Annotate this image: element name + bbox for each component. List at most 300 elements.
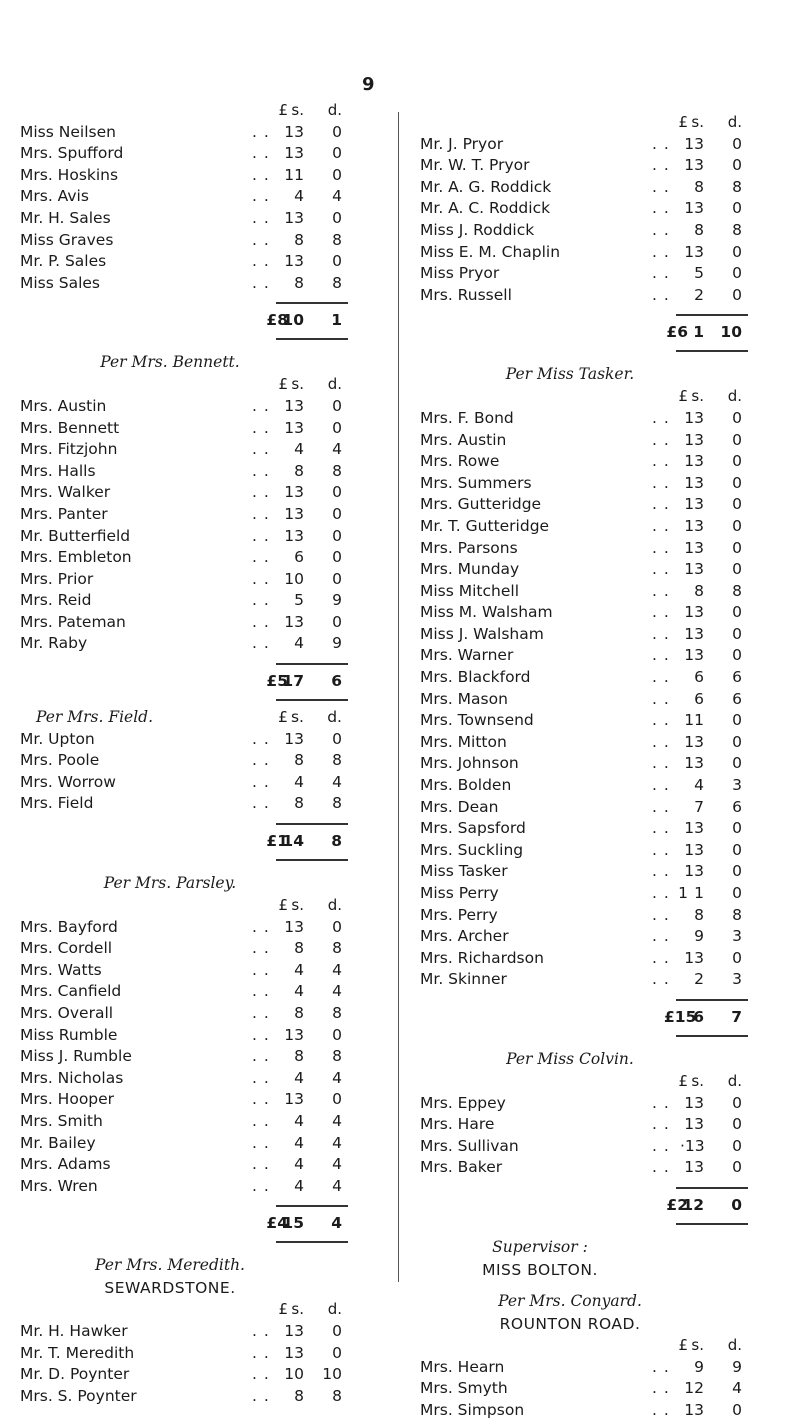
currency-header — [20, 100, 380, 122]
amount-pence: 8 — [332, 230, 342, 249]
amount-shillings: 4 — [294, 1133, 304, 1152]
subscriber-name: Mr. H. Hawker — [20, 1321, 128, 1340]
subscriber-list — [420, 408, 780, 991]
amount-pence: 0 — [732, 646, 742, 665]
subscriber-name: Miss Pryor — [420, 264, 500, 283]
subscriber-row — [420, 198, 780, 220]
leader-dots: . . — [252, 504, 270, 523]
subscriber-row — [20, 1154, 380, 1176]
subscriber-name: Mrs. Sapsford — [420, 819, 526, 838]
total-pounds: £1 — [266, 832, 288, 851]
amount-shillings: 6 — [294, 548, 304, 567]
amount-pence: 10 — [322, 1365, 342, 1384]
shillings-header: s. — [291, 375, 304, 394]
section-title — [420, 362, 720, 386]
total-shillings: 12 — [682, 1195, 704, 1214]
subscriber-name: Mr. D. Poynter — [20, 1365, 130, 1384]
amount-shillings: 10 — [284, 569, 304, 588]
subscriber-name: Mrs. Walker — [20, 483, 111, 502]
subscriber-name: Miss J. Roddick — [420, 220, 535, 239]
amount-pence: 0 — [332, 1090, 342, 1109]
amount-shillings: 13 — [284, 1343, 304, 1362]
amount-shillings: 8 — [294, 230, 304, 249]
leader-dots: . . — [652, 1357, 670, 1376]
amount-pence: 0 — [732, 199, 742, 218]
amount-pence: 0 — [332, 548, 342, 567]
subscriber-row — [20, 633, 380, 655]
subscriber-row — [20, 396, 380, 418]
subscriber-name: Mrs. Embleton — [20, 548, 132, 567]
shillings-header: s. — [290, 708, 304, 727]
amount-pence: 4 — [332, 1133, 342, 1152]
subscriber-row — [20, 917, 380, 939]
amount-pence: 4 — [332, 1155, 342, 1174]
amount-pence: 0 — [332, 1025, 342, 1044]
subscriber-name: Mrs. Worrow — [20, 772, 116, 791]
supervisor-name: MISS BOLTON. — [482, 1260, 598, 1279]
amount-pence: 0 — [332, 1321, 342, 1340]
subscriber-name: Mrs. Spufford — [20, 144, 124, 163]
subscriber-name: Mrs. Field — [20, 794, 94, 813]
pence-header: d. — [327, 375, 342, 394]
pounds-header: £ — [678, 387, 688, 406]
subscriber-name: Mr. T. Gutteridge — [420, 516, 550, 535]
subscriber-name: Mrs. S. Poynter — [20, 1386, 137, 1405]
subscriber-name: Mrs. Cordell — [20, 939, 113, 958]
leader-dots: . . — [252, 1111, 270, 1130]
amount-pence: 0 — [732, 884, 742, 902]
subscriber-row — [420, 689, 780, 711]
amount-pence: 8 — [332, 1004, 342, 1022]
subscriber-list — [420, 1093, 780, 1179]
subscriber-name: Mrs. Austin — [420, 430, 507, 449]
leader-dots: . . — [252, 548, 270, 567]
subscriber-row — [420, 134, 780, 156]
leader-dots: . . — [652, 797, 670, 816]
amount-pence: 0 — [732, 495, 742, 514]
subscriber-name: Mrs. Dean — [420, 797, 499, 816]
section-title-text: Per Miss Tasker. — [505, 365, 635, 384]
amount-shillings: 8 — [294, 273, 304, 292]
shillings-header: s. — [691, 1071, 704, 1090]
section-title — [420, 1289, 720, 1313]
amount-shillings: 4 — [294, 187, 304, 206]
leader-dots: . . — [252, 122, 270, 141]
total-rule — [420, 314, 780, 316]
amount-shillings: 13 — [684, 603, 704, 622]
amount-shillings: 13 — [684, 495, 704, 514]
currency-header — [20, 374, 380, 396]
amount-shillings: 4 — [294, 1155, 304, 1174]
subscriber-row — [20, 1133, 380, 1155]
amount-pence: 0 — [732, 473, 742, 492]
amount-shillings: 13 — [684, 134, 704, 153]
amount-shillings: 8 — [694, 581, 704, 600]
amount-pence: 0 — [732, 1115, 742, 1134]
subscriber-row — [20, 418, 380, 440]
leader-dots: . . — [652, 538, 670, 557]
amount-shillings: 13 — [284, 144, 304, 163]
subscriber-name: Mrs. Nicholas — [20, 1068, 124, 1087]
subscriber-name: Mrs. Eppey — [420, 1093, 506, 1112]
pence-header: d. — [727, 387, 742, 406]
amount-pence: 8 — [732, 905, 742, 924]
leader-dots: . . — [252, 252, 270, 271]
leader-dots: . . — [652, 711, 670, 730]
subscriber-name: Miss Neilsen — [20, 122, 116, 141]
amount-pence: 8 — [732, 177, 742, 196]
subscriber-name: Mrs. F. Bond — [420, 408, 514, 427]
leader-dots: . . — [652, 884, 670, 902]
subscriber-row — [20, 981, 380, 1003]
amount-shillings: 2 — [694, 285, 704, 304]
section-title-row — [20, 707, 380, 729]
amount-shillings: 4 — [294, 1111, 304, 1130]
leader-dots: . . — [252, 144, 270, 163]
leader-dots: . . — [652, 819, 670, 838]
subscriber-row — [420, 602, 780, 624]
amount-shillings: ·13 — [680, 1136, 705, 1155]
total-underline — [20, 853, 380, 863]
total-pence: 4 — [331, 1214, 342, 1233]
amount-shillings: 13 — [284, 396, 304, 415]
amount-shillings: 13 — [684, 624, 704, 643]
amount-shillings: 4 — [294, 772, 304, 791]
amount-pence: 0 — [332, 122, 342, 141]
amount-shillings: 13 — [684, 1400, 704, 1419]
leader-dots: . . — [252, 440, 270, 459]
subscriber-row — [20, 482, 380, 504]
subscriber-row — [420, 559, 780, 581]
pounds-header: £ — [678, 1071, 688, 1090]
leader-dots: . . — [652, 1400, 670, 1419]
amount-pence: 0 — [332, 396, 342, 415]
amount-shillings: 8 — [694, 905, 704, 924]
amount-pence: 0 — [332, 729, 342, 748]
amount-pence: 0 — [732, 264, 742, 283]
amount-shillings: 8 — [294, 1004, 304, 1022]
amount-shillings: 13 — [684, 1115, 704, 1134]
amount-pence: 0 — [732, 285, 742, 304]
amount-pence: 0 — [332, 208, 342, 227]
subscriber-row — [420, 753, 780, 775]
subscriber-name: Mrs. Hoskins — [20, 165, 119, 184]
subscriber-name: Mr. Skinner — [420, 970, 507, 989]
amount-shillings: 13 — [284, 122, 304, 141]
amount-pence: 0 — [732, 862, 742, 881]
amount-shillings: 13 — [684, 538, 704, 557]
subscriber-row — [20, 143, 380, 165]
shillings-header: s. — [291, 101, 304, 119]
pence-header: d. — [727, 113, 742, 131]
subscriber-row — [20, 1068, 380, 1090]
amount-pence: 0 — [332, 917, 342, 936]
subscriber-name: Mrs. Hooper — [20, 1090, 115, 1109]
subscriber-row — [20, 569, 380, 591]
amount-shillings: 13 — [684, 242, 704, 261]
leader-dots: . . — [252, 982, 270, 1001]
amount-shillings: 9 — [694, 1357, 704, 1376]
total-rule — [20, 663, 380, 665]
leader-dots: . . — [652, 668, 670, 687]
subscriber-name: Mrs. Summers — [420, 473, 532, 492]
subscriber-row — [20, 1321, 380, 1343]
section-title — [20, 871, 320, 895]
subscriber-name: Mrs. Bayford — [20, 917, 118, 936]
group-total — [20, 669, 380, 693]
subscriber-name: Mrs. Panter — [20, 504, 108, 523]
leader-dots: . . — [252, 483, 270, 502]
amount-pence: 4 — [332, 960, 342, 979]
amount-shillings: 4 — [294, 960, 304, 979]
group-total — [420, 1005, 780, 1029]
subscriber-row — [420, 667, 780, 689]
subscriber-row — [420, 905, 780, 927]
subscriber-row — [420, 177, 780, 199]
amount-shillings: 4 — [294, 1176, 304, 1195]
leader-dots: . . — [252, 634, 270, 653]
amount-pence: 0 — [732, 452, 742, 471]
subscriber-row — [20, 208, 380, 230]
leader-dots: . . — [652, 285, 670, 304]
amount-shillings: 13 — [284, 612, 304, 631]
leader-dots: . . — [252, 461, 270, 480]
leader-dots: . . — [652, 1158, 670, 1177]
subscriber-row — [20, 1386, 380, 1408]
shillings-header: s. — [691, 1335, 704, 1354]
subscriber-row — [20, 612, 380, 634]
amount-pence: 0 — [732, 242, 742, 261]
section-subtitle: SEWARDSTONE. — [104, 1279, 236, 1298]
total-pence: 0 — [731, 1195, 742, 1214]
amount-pence: 0 — [332, 526, 342, 545]
amount-pence: 0 — [332, 504, 342, 523]
section-title-text: Per Miss Colvin. — [506, 1049, 634, 1068]
leader-dots: . . — [652, 516, 670, 535]
subscriber-row — [420, 861, 780, 883]
amount-shillings: 8 — [294, 939, 304, 958]
group-total — [420, 1193, 780, 1217]
right-column — [420, 112, 780, 1421]
subscriber-row — [420, 538, 780, 560]
leader-dots: . . — [252, 165, 270, 184]
subscriber-name: Mrs. Austin — [20, 396, 107, 415]
amount-pence: 0 — [732, 156, 742, 175]
leader-dots: . . — [652, 242, 670, 261]
amount-pence: 4 — [332, 982, 342, 1001]
amount-shillings: 8 — [294, 794, 304, 813]
leader-dots: . . — [652, 177, 670, 196]
amount-pence: 6 — [732, 668, 742, 687]
subscriber-name: Mrs. Hare — [420, 1115, 495, 1134]
subscriber-name: Mr. J. Pryor — [420, 134, 504, 153]
amount-shillings: 4 — [294, 982, 304, 1001]
left-column — [20, 100, 380, 1407]
total-pounds: £5 — [266, 672, 288, 691]
subscriber-row — [20, 504, 380, 526]
subscriber-row — [420, 408, 780, 430]
subscriber-name: Mrs. Perry — [420, 905, 498, 924]
leader-dots: . . — [652, 905, 670, 924]
section-title-text: Per Mrs. Field. — [36, 708, 154, 727]
amount-pence: 8 — [732, 581, 742, 600]
subscriber-name: Miss Tasker — [420, 862, 508, 881]
amount-pence: 0 — [732, 1400, 742, 1419]
amount-shillings: 13 — [284, 526, 304, 545]
currency-header — [420, 112, 780, 134]
subscriber-row — [420, 948, 780, 970]
amount-shillings: 13 — [684, 1158, 704, 1177]
leader-dots: . . — [252, 187, 270, 206]
leader-dots: . . — [652, 220, 670, 239]
leader-dots: . . — [652, 970, 670, 989]
currency-header — [420, 1071, 780, 1093]
total-pounds: £8 — [266, 311, 288, 330]
subscriber-name: Mr. H. Sales — [20, 208, 111, 227]
amount-pence: 0 — [732, 516, 742, 535]
pence-header: d. — [727, 1335, 742, 1354]
leader-dots: . . — [252, 1365, 270, 1384]
leader-dots: . . — [252, 1321, 270, 1340]
amount-shillings: 13 — [684, 840, 704, 859]
subscriber-row — [420, 263, 780, 285]
section-title — [420, 1047, 720, 1071]
subscriber-name: Mr. Bailey — [20, 1133, 96, 1152]
subscriber-list — [20, 917, 380, 1198]
subscriber-name: Miss J. Walsham — [420, 624, 544, 643]
subscriber-row — [20, 251, 380, 273]
subscriber-list — [420, 134, 780, 307]
total-underline — [20, 693, 380, 703]
amount-shillings: 4 — [294, 440, 304, 459]
pounds-header: £ — [678, 113, 688, 131]
leader-dots: . . — [652, 199, 670, 218]
pounds-header: £ — [278, 896, 288, 915]
amount-pence: 6 — [732, 797, 742, 816]
subscriber-name: Mrs. Smith — [20, 1111, 103, 1130]
amount-pence: 0 — [732, 603, 742, 622]
subscriber-row — [420, 1114, 780, 1136]
subscriber-row — [420, 883, 780, 905]
subscriber-list — [20, 1321, 380, 1407]
leader-dots: . . — [252, 612, 270, 631]
leader-dots: . . — [252, 1155, 270, 1174]
total-pence: 1 — [331, 311, 342, 330]
amount-pence: 0 — [732, 134, 742, 153]
subscriber-row — [420, 1093, 780, 1115]
subscriber-name: Mrs. Pateman — [20, 612, 126, 631]
amount-pence: 9 — [732, 1357, 742, 1376]
subscriber-name: Mrs. Prior — [20, 569, 94, 588]
subscriber-row — [20, 793, 380, 815]
total-shillings: 1 — [693, 323, 704, 342]
pence-header: d. — [327, 708, 342, 727]
subscriber-name: Mr. A. C. Roddick — [420, 199, 551, 218]
subscriber-row — [420, 818, 780, 840]
subscriber-list — [20, 729, 380, 815]
subscriber-row — [20, 526, 380, 548]
subscriber-row — [20, 1046, 380, 1068]
subscriber-name: Mrs. Halls — [20, 461, 96, 480]
subscriber-name: Mrs. Gutteridge — [420, 495, 542, 514]
supervisor-label-text: Supervisor : — [492, 1237, 588, 1256]
amount-shillings: 2 — [694, 970, 704, 989]
total-underline — [420, 1217, 780, 1227]
amount-shillings: 13 — [684, 156, 704, 175]
total-pence: 6 — [331, 672, 342, 691]
subscriber-name: Miss Sales — [20, 273, 101, 292]
subscriber-row — [20, 1025, 380, 1047]
subscriber-name: Mrs. Bennett — [20, 418, 120, 437]
subscriber-row — [20, 1111, 380, 1133]
pence-header: d. — [727, 1071, 742, 1090]
leader-dots: . . — [652, 840, 670, 859]
amount-shillings: 13 — [684, 473, 704, 492]
amount-shillings: 9 — [694, 927, 704, 946]
leader-dots: . . — [252, 1090, 270, 1109]
leader-dots: . . — [652, 1136, 670, 1155]
amount-pence: 8 — [332, 273, 342, 292]
page-number: 9 — [362, 74, 375, 95]
leader-dots: . . — [252, 1068, 270, 1087]
total-shillings: 10 — [282, 311, 304, 330]
amount-pence: 4 — [332, 1068, 342, 1087]
leader-dots: . . — [252, 569, 270, 588]
subscriber-row — [20, 590, 380, 612]
amount-shillings: 7 — [694, 797, 704, 816]
amount-pence: 0 — [732, 1093, 742, 1112]
subscriber-name: Mrs. Mitton — [420, 732, 507, 751]
amount-shillings: 13 — [684, 819, 704, 838]
subscriber-row — [420, 710, 780, 732]
section-title-text: Per Mrs. Meredith. — [95, 1256, 245, 1275]
leader-dots: . . — [652, 1379, 670, 1398]
shillings-header: s. — [291, 896, 304, 915]
leader-dots: . . — [652, 1093, 670, 1112]
currency-header — [20, 1299, 380, 1321]
leader-dots: . . — [652, 473, 670, 492]
section-title-text: Per Mrs. Parsley. — [103, 874, 237, 893]
subscriber-row — [420, 732, 780, 754]
subscriber-row — [420, 1400, 780, 1421]
amount-shillings: 13 — [684, 560, 704, 579]
amount-pence: 0 — [332, 165, 342, 184]
subscriber-row — [20, 547, 380, 569]
subscriber-row — [420, 1357, 780, 1379]
subscriber-list — [420, 1357, 780, 1421]
subscriber-row — [420, 430, 780, 452]
leader-dots: . . — [652, 776, 670, 795]
leader-dots: . . — [652, 624, 670, 643]
section-subtitle: ROUNTON ROAD. — [499, 1314, 641, 1333]
total-shillings: 15 — [282, 1214, 304, 1233]
leader-dots: . . — [652, 646, 670, 665]
amount-pence: 0 — [732, 711, 742, 730]
leader-dots: . . — [652, 452, 670, 471]
total-shillings: 17 — [282, 672, 304, 691]
subscriber-row — [20, 461, 380, 483]
amount-pence: 0 — [332, 569, 342, 588]
subscriber-name: Mrs. Johnson — [420, 754, 519, 773]
amount-shillings: 5 — [294, 591, 304, 610]
subscriber-row — [420, 473, 780, 495]
subscriber-name: Mr. Butterfield — [20, 526, 131, 545]
amount-shillings: 13 — [684, 862, 704, 881]
subscriber-row — [420, 797, 780, 819]
subscriber-name: Mrs. Richardson — [420, 948, 544, 967]
amount-pence: 0 — [332, 483, 342, 502]
leader-dots: . . — [252, 1004, 270, 1022]
